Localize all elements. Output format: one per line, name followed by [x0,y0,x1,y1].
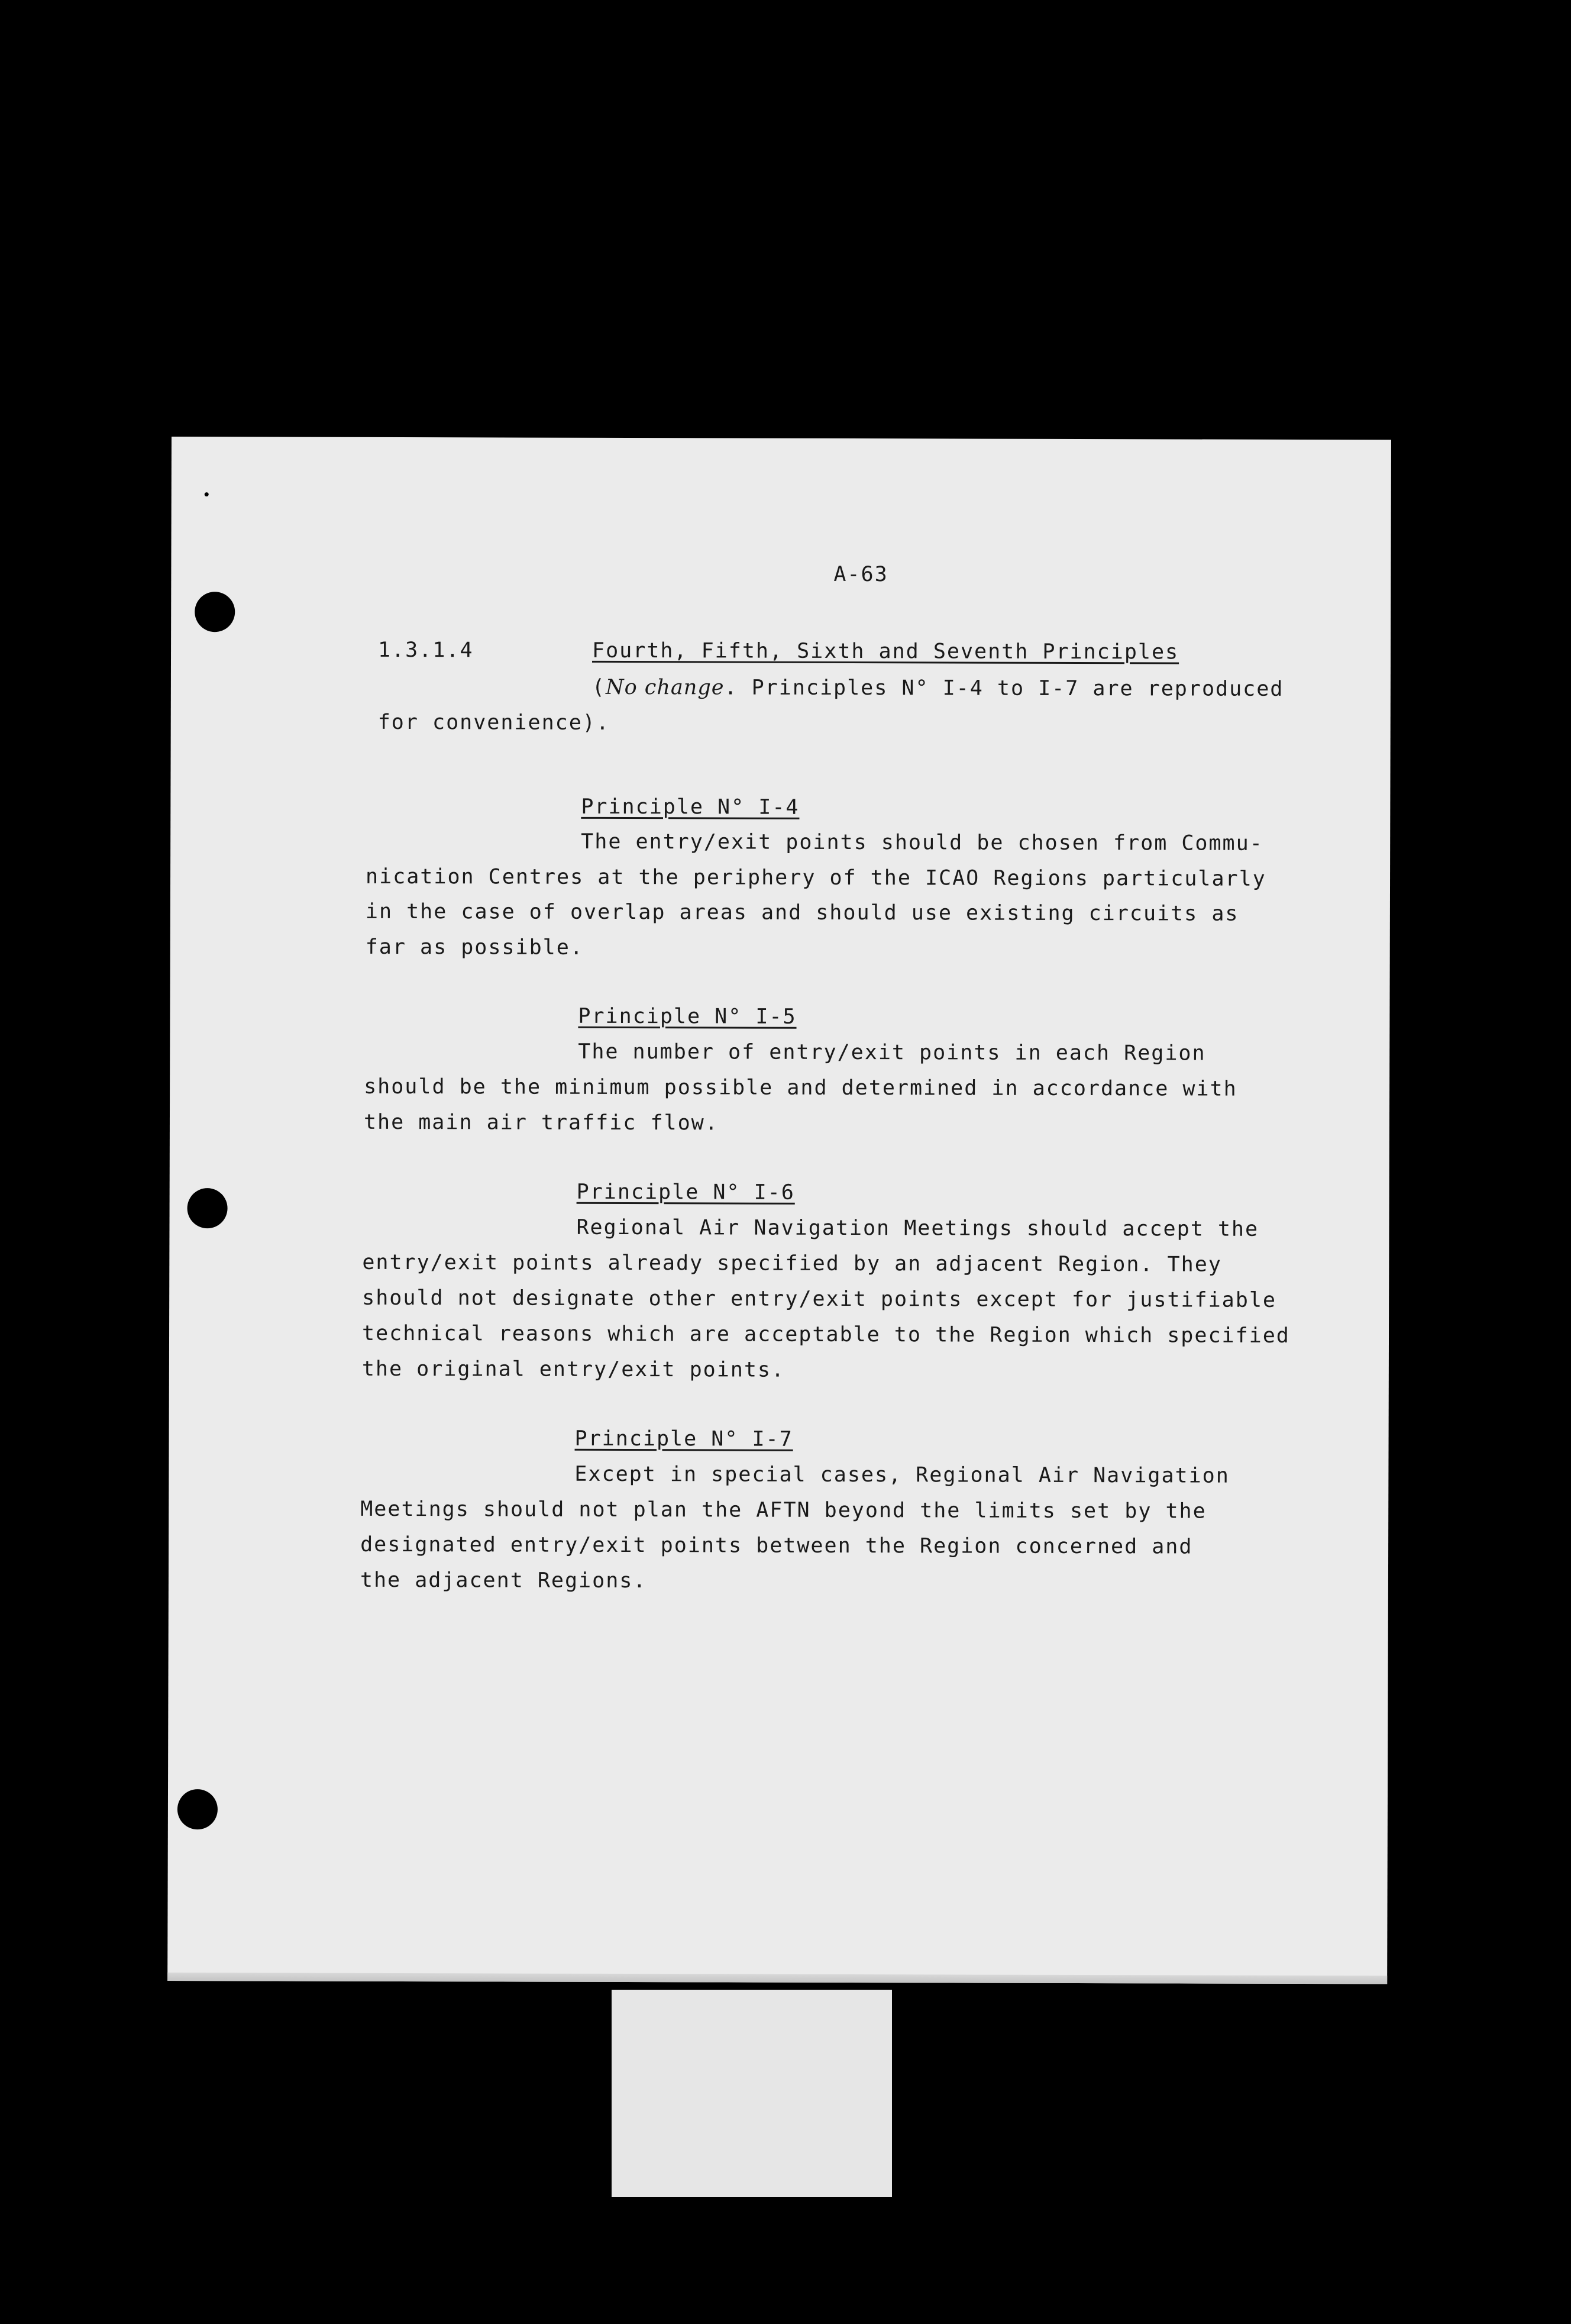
page-bottom-edge [167,1973,1387,1984]
principle-line: The entry/exit points should be chosen from Commu- [581,829,1263,856]
punch-hole-middle [187,1188,227,1228]
note-rest: . Principles N° I-4 to I-7 are reproduced [724,676,1284,701]
principle-line: technical reasons which are acceptable to the Region which specified [361,1321,1290,1348]
section-note-line2: for convenience). [377,710,610,735]
paper-speck [205,492,209,496]
note-open-paren: ( [591,675,606,699]
blank-card-tab [612,1990,892,2197]
note-no-change: No change [605,675,725,700]
principle-line: entry/exit points already specified by an adjacent Region. They [362,1250,1222,1277]
principle-heading: Principle N° I-7 [574,1426,793,1451]
principle-line: Regional Air Navigation Meetings should accept the [576,1215,1259,1241]
principle-line: Except in special cases, Regional Air Navigation [574,1462,1230,1488]
section-note-line1 [592,670,1284,707]
principle-line: nication Centres at the periphery of the ICAO Regions particularly [366,864,1266,891]
punch-hole-top [195,592,235,632]
principle-line: designated entry/exit points between the Region concerned and [360,1532,1193,1559]
principle-line: the adjacent Regions. [360,1568,647,1593]
document-page [167,437,1391,1984]
principle-heading: Principle N° I-4 [581,795,800,819]
principle-line: should be the minimum possible and determined in accordance with [364,1074,1237,1101]
principle-line: Meetings should not plan the AFTN beyond the limits set by the [360,1497,1207,1523]
principle-line: the main air traffic flow. [363,1110,719,1135]
principle-line: far as possible. [365,935,584,960]
principle-line: the original entry/exit points. [361,1357,786,1382]
punch-hole-bottom [177,1789,218,1829]
principle-heading: Principle N° I-5 [578,1004,797,1029]
section-number: 1.3.1.4 [378,638,474,663]
principle-line: should not designate other entry/exit points except for justifiable [362,1286,1277,1312]
section-title: Fourth, Fifth, Sixth and Seventh Principles [592,638,1179,664]
principle-heading: Principle N° I-6 [576,1180,795,1205]
principle-line: The number of entry/exit points in each Region [578,1040,1206,1066]
page-number: A-63 [833,562,888,587]
principle-line: in the case of overlap areas and should use existing circuits as [365,899,1239,926]
